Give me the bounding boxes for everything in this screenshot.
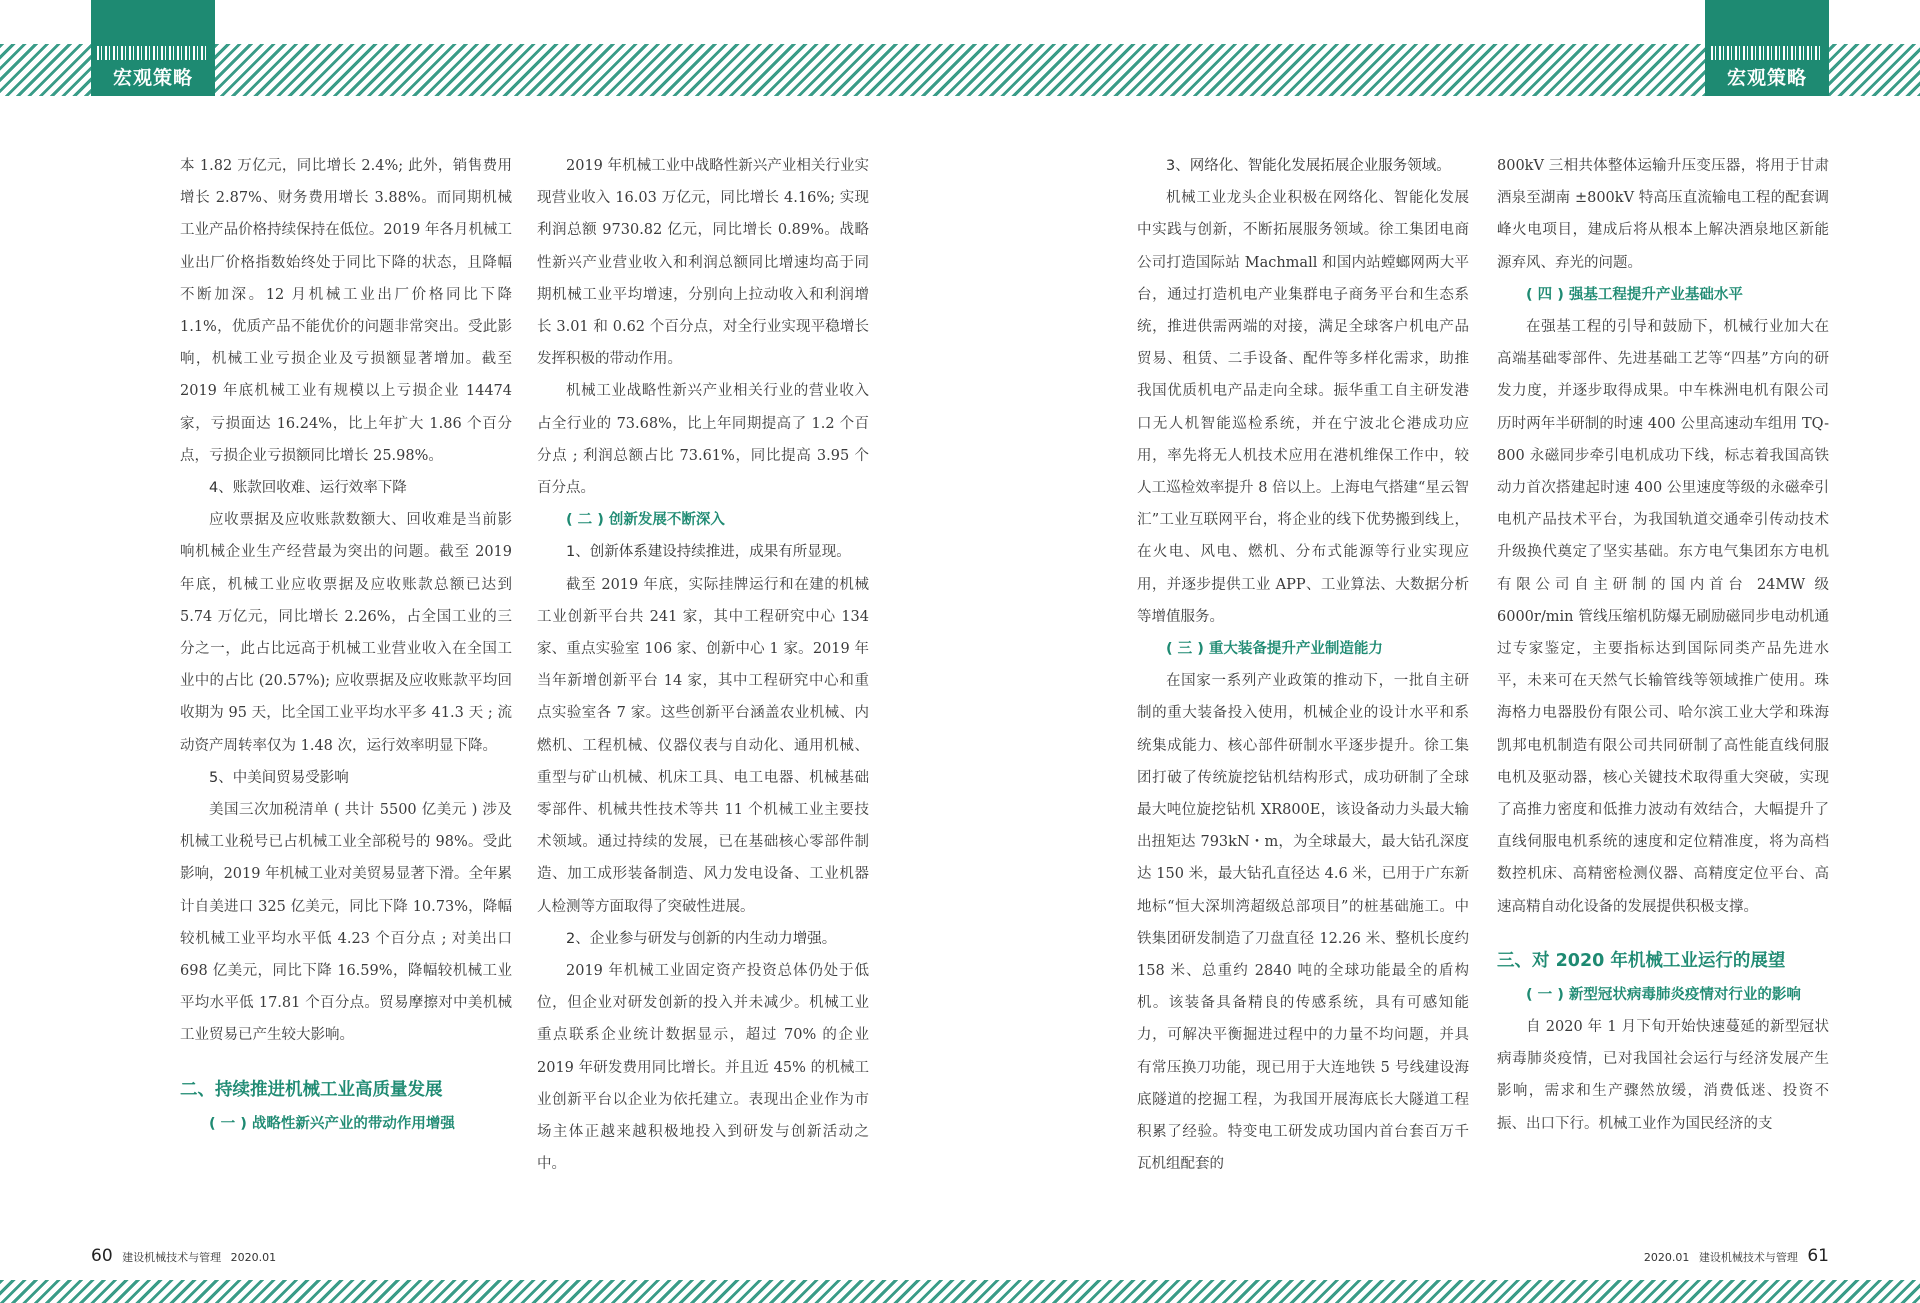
- paragraph: 机械工业龙头企业积极在网络化、智能化发展中实践与创新，不断拓展服务领域。徐工集团电商公司打造国际站 Machmall 和国内站螳螂网两大平台，通过打造机电产业集群电子商务平台和生态系统，推进供需两端的对接，满足全球客户机电产品贸易、租赁、二手设备、配件等多样化需求，助推我国优质机电产品走向全球。振华重工自主研发港口无人机智能巡检系统，并在宁波北仑港成功应用，率先将无人机技术应用在港机维保工作中，较人工巡检效率提升 8 倍以上。上海电气搭建“星云智汇”工业互联网平台，将企业的线下优势搬到线上，在火电、风电、燃机、分布式能源等行业实现应用，并逐步提供工业 APP、工业算法、大数据分析等增值服务。: [1137, 190, 1469, 625]
- text-column-4: [1497, 150, 1829, 1140]
- footer-left: [91, 1246, 276, 1266]
- paragraph: 机械工业战略性新兴产业相关行业的营业收入占全行业的 73.68%，比上年同期提高了 1.2 个百分点 ; 利润总额占比 73.61%，同比提高 3.95 个百分点。: [537, 383, 869, 497]
- paragraph: 美国三次加税清单 ( 共计 5500 亿美元 ) 涉及机械工业税号已占机械工业全部税号的 98%。受此影响，2019 年机械工业对美贸易显著下滑。全年累计自美进口 325 亿美元，同比下降 10.73%，降幅较机械工业平均水平低 4.23 个百分点 ; 对美出口 698 亿美元，同比下降 16.59%，降幅较机械工业平均水平低 17.81 个百分点。贸易摩擦对中美机械工业贸易已产生较大影响。: [180, 802, 512, 1044]
- barcode-decoration: [1711, 46, 1823, 60]
- subsection-heading: ( 一 ) 新型冠状病毒肺炎疫情对行业的影响: [1526, 986, 1801, 1003]
- publication-name: 建设机械技术与管理: [1698, 1251, 1798, 1264]
- paragraph: 在强基工程的引导和鼓励下，机械行业加大在高端基础零部件、先进基础工艺等“四基”方向的研发力度，并逐步取得成果。中车株洲电机有限公司历时两年半研制的时速 400 公里高速动车组用 TQ-800 永磁同步牵引电机成功下线，标志着我国高铁动力首次搭建起时速 400 公里速度等级的永磁牵引电机产品技术平台，为我国轨道交通牵引传动技术升级换代奠定了坚实基础。东方电气集团东方电机有限公司自主研制的国内首台 24MW 级 6000r/min 管线压缩机防爆无刷励磁同步电动机通过专家鉴定，主要指标达到国际同类产品先进水平，未来可在天然气长输管线等领域推广使用。珠海格力电器股份有限公司、哈尔滨工业大学和珠海凯邦电机制造有限公司共同研制了高性能直线伺服电机及驱动器，核心关键技术取得重大突破，实现了高推力密度和低推力波动有效结合，大幅提升了直线伺服电机系统的速度和定位精准度，将为高档数控机床、高精密检测仪器、高精度定位平台、高速高精自动化设备的发展提供积极支撑。: [1497, 319, 1829, 915]
- paragraph: 2019 年机械工业固定资产投资总体仍处于低位，但企业对研发创新的投入并未减少。机械工业重点联系企业统计数据显示，超过 70% 的企业 2019 年研发费用同比增长。并且近 45% 的机械工业创新平台以企业为依托建立。表现出企业作为市场主体正越来越积极地投入到研发与创新活动之中。: [537, 963, 869, 1173]
- paragraph: 2019 年机械工业中战略性新兴产业相关行业实现营业收入 16.03 万亿元，同比增长 4.16%; 实现利润总额 9730.82 亿元，同比增长 0.89%。战略性新兴产业营业收入和利润总额同比增速均高于同期机械工业平均增速，分别向上拉动收入和利润增长 3.01 和 0.62 个百分点，对全行业实现平稳增长发挥积极的带动作用。: [537, 158, 869, 368]
- subsection-heading: ( 二 ) 创新发展不断深入: [566, 512, 725, 529]
- header-stripe-band: [0, 44, 1920, 96]
- item-heading: 3、网络化、智能化发展拓展企业服务领域。: [1166, 158, 1451, 174]
- paragraph: 应收票据及应收账款数额大、回收难是当前影响机械企业生产经营最为突出的问题。截至 2019 年底，机械工业应收票据及应收账款总额已达到 5.74 万亿元，同比增长 2.26%，占全国工业的三分之一，此占比远高于机械工业营业收入在全国工业中的占比 (20.57%); 应收票据及应收账款平均回收期为 95 天，比全国工业平均水平多 41.3 天 ; 流动资产周转率仅为 1.48 次，运行效率明显下降。: [180, 512, 512, 754]
- footer-right: [1644, 1246, 1829, 1266]
- section-heading: 三、对 2020 年机械工业运行的展望: [1497, 950, 1786, 971]
- paragraph: 截至 2019 年底，实际挂牌运行和在建的机械工业创新平台共 241 家，其中工程研究中心 134 家、重点实验室 106 家、创新中心 1 家。2019 年当年新增创新平台 14 家，其中工程研究中心和重点实验室各 7 家。这些创新平台涵盖农业机械、内燃机、工程机械、仪器仪表与自动化、通用机械、重型与矿山机械、机床工具、电工电器、机械基础零部件、机械共性技术等共 11 个机械工业主要技术领域。通过持续的发展，已在基础核心零部件制造、加工成形装备制造、风力发电设备、工业机器人检测等方面取得了突破性进展。: [537, 576, 869, 915]
- paragraph: 自 2020 年 1 月下旬开始快速蔓延的新型冠状病毒肺炎疫情，已对我国社会运行与经济发展产生影响，需求和生产骤然放缓，消费低迷、投资不振、出口下行。机械工业作为国民经济的支: [1497, 1019, 1829, 1132]
- page-number: 60: [91, 1246, 113, 1266]
- text-column-1: [180, 150, 512, 1140]
- section-label-right: 宏观策略: [1726, 67, 1807, 89]
- paragraph: 本 1.82 万亿元，同比增长 2.4%; 此外，销售费用增长 2.87%、财务费用增长 3.88%。而同期机械工业产品价格持续保持在低位。2019 年各月机械工业出厂价格指数始终处于同比下降的状态，且降幅不断加深。12 月机械工业出厂价格同比下降 1.1%，优质产品不能优价的问题非常突出。受此影响，机械工业亏损企业及亏损额显著增加。截至 2019 年底机械工业有规模以上亏损企业 14474 家，亏损面达 16.24%，比上年扩大 1.86 个百分点，亏损企业亏损额同比增长 25.98%。: [180, 158, 512, 464]
- paragraph: 在国家一系列产业政策的推动下，一批自主研制的重大装备投入使用，机械企业的设计水平和系统集成能力、核心部件研制水平逐步提升。徐工集团打破了传统旋挖钻机结构形式，成功研制了全球最大吨位旋挖钻机 XR800E，该设备动力头最大输出扭矩达 793kN・m，为全球最大，最大钻孔深度达 150 米，最大钻孔直径达 4.6 米，已用于广东新地标“恒大深圳湾超级总部项目”的桩基础施工。中铁集团研发制造了刀盘直径 12.26 米、整机长度约 158 米、总重约 2840 吨的全球功能最全的盾构机。该装备具备精良的传感系统，具有可感知能力，可解决平衡掘进过程中的力量不均问题，并具有常压换刀功能，现已用于大连地铁 5 号线建设海底隧道的挖掘工程，为我国开展海底长大隧道工程积累了经验。特变电工研发成功国内首台套百万千瓦机组配套的: [1137, 673, 1469, 1173]
- section-heading: 二、持续推进机械工业高质量发展: [180, 1079, 443, 1100]
- barcode-decoration: [97, 46, 209, 60]
- text-column-3: [1137, 150, 1469, 1181]
- footer-stripe-band: [0, 1280, 1920, 1303]
- subsection-heading: ( 三 ) 重大装备提升产业制造能力: [1166, 641, 1383, 658]
- publication-name: 建设机械技术与管理: [122, 1251, 222, 1264]
- item-heading: 4、账款回收难、运行效率下降: [209, 480, 407, 497]
- issue-date: 2020.01: [1643, 1251, 1690, 1264]
- subsection-heading: ( 四 ) 强基工程提升产业基础水平: [1526, 286, 1743, 303]
- subsection-heading: ( 一 ) 战略性新兴产业的带动作用增强: [209, 1115, 455, 1132]
- page-number: 61: [1807, 1246, 1829, 1266]
- paragraph: 800kV 三相共体整体运输升压变压器，将用于甘肃酒泉至湖南 ±800kV 特高压直流输电工程的配套调峰火电项目，建成后将从根本上解决酒泉地区新能源弃风、弃光的问题。: [1497, 158, 1829, 271]
- section-label-left: 宏观策略: [112, 67, 193, 89]
- text-column-2: [537, 150, 869, 1181]
- issue-date: 2020.01: [230, 1251, 277, 1264]
- item-heading: 5、中美间贸易受影响: [209, 769, 349, 786]
- section-tab-left: [91, 0, 215, 96]
- item-heading: 1、创新体系建设持续推进，成果有所显现。: [566, 544, 851, 561]
- item-heading: 2、企业参与研发与创新的内生动力增强。: [566, 930, 837, 947]
- section-tab-right: [1705, 0, 1829, 96]
